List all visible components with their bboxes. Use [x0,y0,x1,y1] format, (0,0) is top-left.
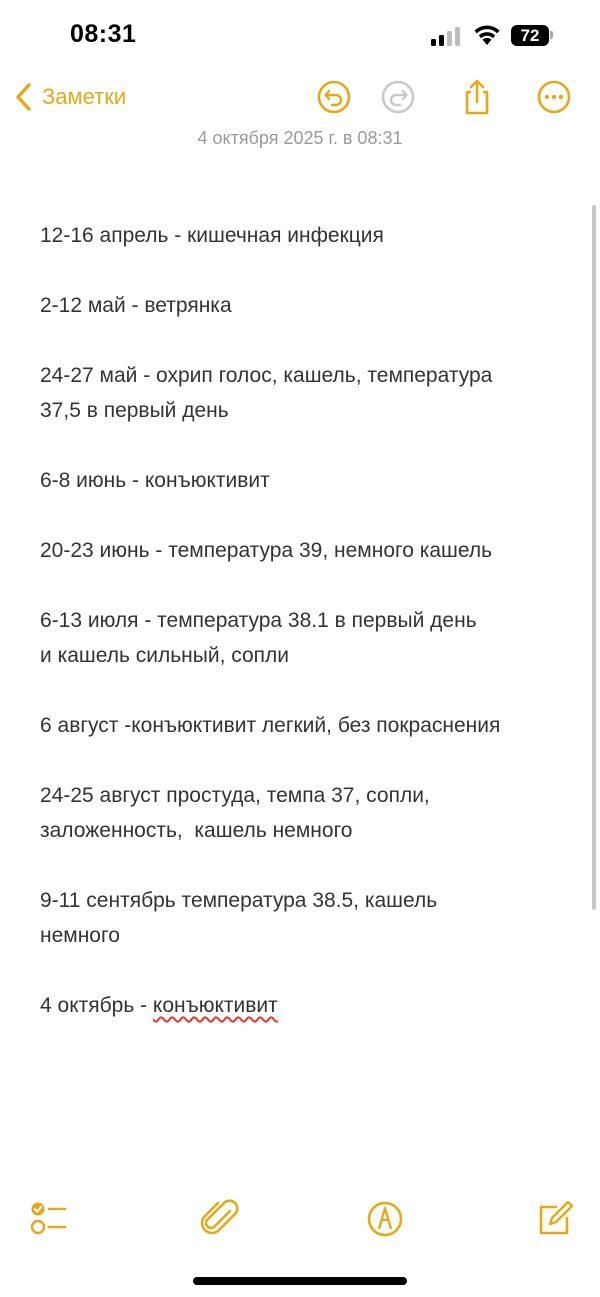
wifi-icon [472,23,502,47]
nav-bar [0,72,600,122]
chevron-left-icon [14,82,34,112]
note-entry: 20-23 июнь - температура 39, немного кашель [40,539,493,562]
note-entry-prefix: 4 октябрь - [40,994,153,1017]
note-entry: 2-12 май - ветрянка [40,294,232,317]
note-entry: 6 август -конъюктивит легкий, без покраснения [40,714,501,737]
back-button[interactable] [14,78,126,116]
note-body[interactable] [40,218,570,1058]
back-label: Заметки [42,84,127,109]
note-entry: 6-13 июля - температура 38.1 в первый день и кашель сильный, сопли [40,609,477,667]
more-icon[interactable] [535,78,573,116]
scrollbar[interactable] [592,205,596,910]
home-indicator[interactable] [193,1277,407,1285]
redo-icon[interactable] [379,78,417,116]
markup-icon[interactable] [362,1196,408,1242]
note-entry-last [40,988,570,1023]
battery-icon: 72 [511,25,549,46]
misspelled-word[interactable]: конъюктивит [152,994,278,1017]
share-icon[interactable] [458,78,496,116]
bottom-toolbar [0,1196,600,1246]
compose-icon[interactable] [532,1196,578,1242]
note-entry: 9-11 сентябрь температура 38.5, кашель немного [40,889,438,947]
note-entry: 12-16 апрель - кишечная инфекция [40,224,384,247]
checklist-icon[interactable] [27,1196,73,1242]
status-time: 08:31 [70,20,137,48]
battery-cap [550,31,553,39]
attachment-icon[interactable] [197,1196,243,1242]
undo-icon[interactable] [315,78,353,116]
note-entry: 24-25 август простуда, темпа 37, сопли, заложенность, кашель немного [40,784,430,842]
cellular-signal-icon [431,26,463,46]
note-entry: 24-27 май - охрип голос, кашель, температура 37,5 в первый день [40,364,493,422]
note-date: 4 октября 2025 г. в 08:31 [197,128,403,148]
status-bar [0,0,600,70]
note-entry: 6-8 июнь - конъюктивит [40,469,270,492]
